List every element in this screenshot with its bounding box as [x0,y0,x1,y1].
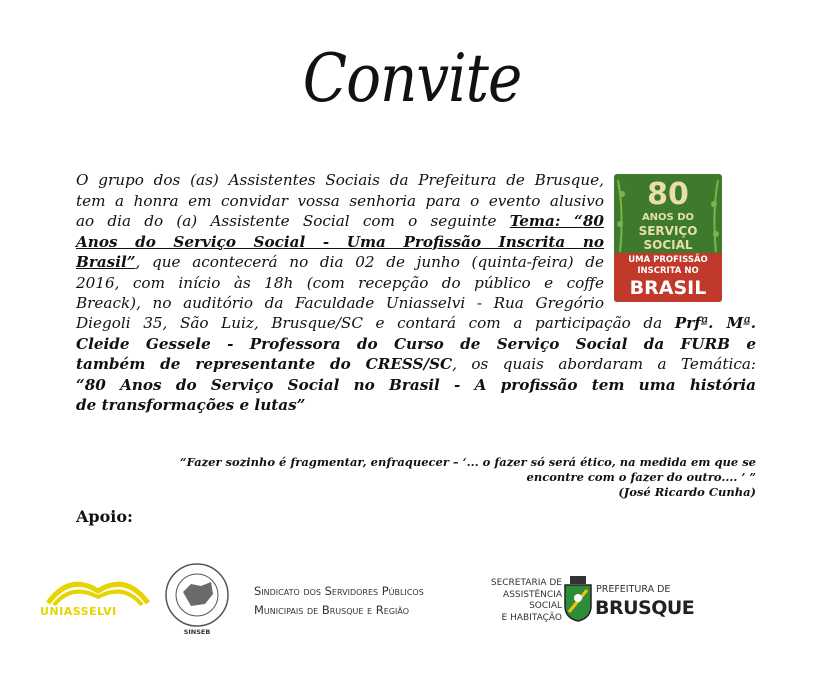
logo-text: BRASIL [629,277,707,299]
speaker-title: Prfª. Mª. [674,314,756,332]
secretaria-line: SECRETARIA DE [490,578,562,588]
invitation-line: O grupo dos (as) Assistentes Sociais da Prefeitura de Brusque, [76,171,604,189]
theme-title-end: Brasil” [76,253,136,271]
invitation-line: Brasil”, que acontecerá no dia 02 de junho (quinta-feira) de [76,253,604,271]
invitation-line: Diegoli 35, São Luiz, Brusque/SC e contará com a participação da Prfª. Mª. [76,314,756,332]
quote-line: encontre com o fazer do outro.... ’ ” [526,470,756,484]
invitation-line: também de representante do CRESS/SC, os quais abordaram a Temática: [76,355,756,373]
quote-author: (José Ricardo Cunha) [618,485,756,499]
secretaria-line: E HABITAÇÃO [501,612,562,623]
logo-text: INSCRITA NO [637,266,699,276]
speaker-name: Cleide Gessele - Professora do Curso de Serviço Social da FURB e [76,334,756,353]
uniasselvi-wordmark: UNIASSELVI [40,605,117,618]
sindicato-logo-text [254,582,424,620]
invitation-line: ao dia do (a) Assistente Social com o seguinte Tema: “80 [76,212,604,230]
prefeitura-label: PREFEITURA DE [596,584,671,595]
sinseb-seal-logo [161,562,233,640]
uniasselvi-logo [40,569,156,627]
apoio-heading: Apoio: [76,507,133,526]
uniasselvi-book-icon [40,569,156,607]
logo-text: SOCIAL [643,238,693,252]
theme-title: Anos do Serviço Social - Uma Profissão Inscrita no [76,232,604,251]
invitation-line: tem a honra em convidar vossa senhoria para o evento alusivo [76,191,604,210]
theme-label: Tema: “80 [509,212,604,230]
invitation-paragraph-top [76,170,604,314]
invitation-paragraph-bottom [76,313,756,416]
lecture-theme: de transformações e lutas” [76,396,306,414]
logo-number: 80 [647,177,689,212]
invitation-line: Breack), no auditório da Faculdade Uniasselvi - Rua Gregório [76,294,604,312]
secretaria-line: ASSISTÊNCIA SOCIAL [503,589,562,611]
sindicato-line: Municipais de Brusque e Região [254,603,410,617]
sindicato-line: Sindicato dos Servidores Públicos [254,584,424,598]
brusque-wordmark: BRUSQUE [595,597,695,619]
secretaria-logo-text [470,578,562,624]
logo-text: ANOS DO [641,212,695,223]
lecture-theme: “80 Anos do Serviço Social no Brasil - A profissão tem uma história [76,375,756,394]
80-anos-servico-social-logo [614,174,722,302]
brusque-crest-icon [563,576,593,622]
logo-text: UMA PROFISSÃO [628,255,708,265]
quote-line: “Fazer sozinho é fragmentar, enfraquecer – ‘... o fazer só será ético, na medida em que se [180,455,756,469]
speaker-role: também de representante do CRESS/SC [76,355,453,373]
sinseb-seal-icon [161,562,233,628]
logo-text: SERVIÇO [638,224,698,238]
invitation-line: 2016, com início às 18h (com recepção do público e coffe [76,273,604,292]
invitation-title: Convite [302,38,522,118]
sinseb-label: SINSEB [183,628,211,636]
